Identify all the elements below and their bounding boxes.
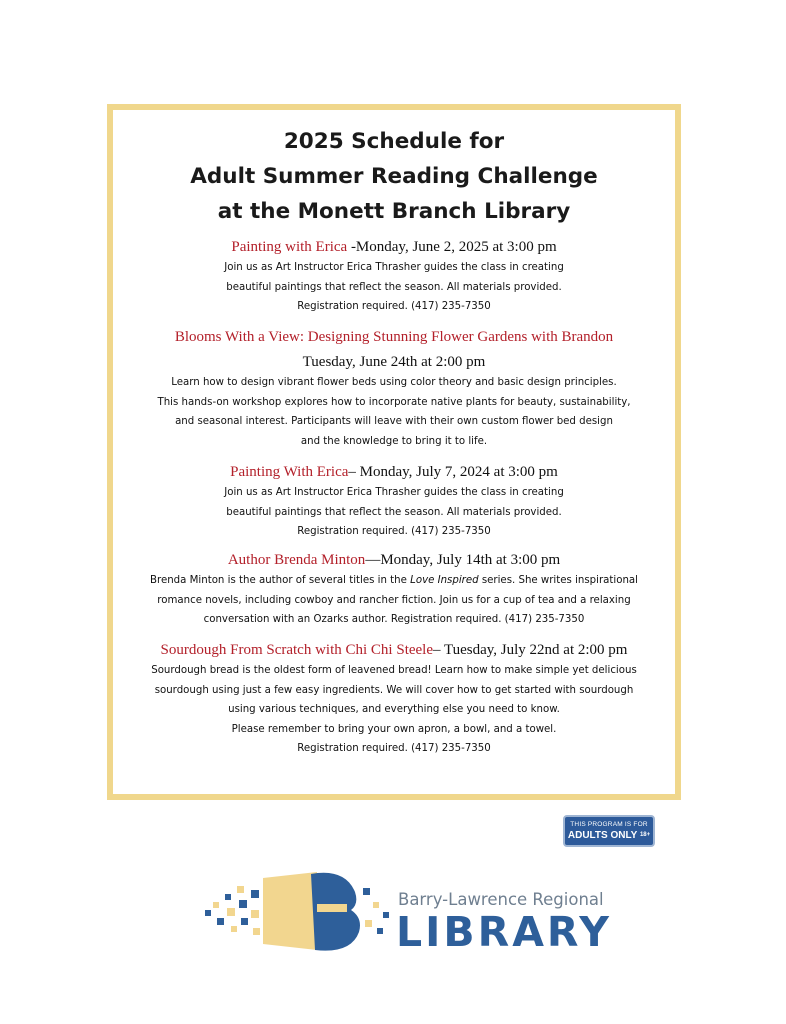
description-line: Registration required. (417) 235-7350	[297, 743, 491, 754]
description-line: Registration required. (417) 235-7350	[297, 526, 491, 537]
event-heading	[113, 236, 675, 258]
event-sourdough-from-scratch	[113, 639, 675, 759]
title-line-3: at the Monett Branch Library	[217, 199, 571, 224]
logo-pixel	[377, 928, 383, 934]
logo-pixel	[253, 928, 260, 935]
event-heading	[113, 639, 675, 661]
badge-line-1: THIS PROGRAM IS FOR	[570, 821, 648, 828]
event-description	[113, 258, 675, 317]
description-line: beautiful paintings that reflect the season. All materials provided.	[226, 281, 562, 293]
logo-wordmark: LIBRARY	[396, 908, 612, 956]
event-title: Painting with Erica	[231, 239, 348, 255]
event-title: Sourdough From Scratch with Chi Chi Steele	[160, 642, 433, 658]
logo-pixel	[205, 910, 211, 916]
schedule-frame	[107, 104, 681, 800]
description-line: and the knowledge to bring it to life.	[300, 435, 488, 447]
event-author-brenda-minton	[113, 549, 675, 630]
logo-book-stripe	[317, 904, 347, 912]
event-description	[113, 373, 675, 451]
logo-pixel	[217, 918, 224, 925]
event-description	[113, 661, 675, 759]
logo-pixel	[251, 910, 259, 918]
event-title: Painting With Erica	[230, 464, 349, 480]
event-date: —Monday, July 14th at 3:00 pm	[365, 552, 561, 568]
adults-only-badge	[563, 815, 655, 847]
event-painting-june	[113, 236, 675, 317]
event-painting-july	[113, 461, 675, 542]
logo-pixel	[231, 926, 237, 932]
event-title: Blooms With a View: Designing Stunning Flower Gardens with Brandon	[174, 329, 614, 345]
logo-pixel	[237, 886, 244, 893]
description-line: Sourdough bread is the oldest form of leavened bread! Learn how to make simple yet delicious	[151, 665, 637, 676]
description-line: Join us as Art Instructor Erica Thrasher guides the class in creating	[224, 262, 564, 273]
logo-pixel	[373, 902, 379, 908]
event-heading	[113, 326, 675, 348]
badge-age: 18+	[639, 832, 651, 838]
event-heading	[113, 549, 675, 571]
event-description	[113, 483, 675, 542]
logo-pixel	[383, 912, 389, 918]
description-line: Brenda Minton is the author of several titles in the Love Inspired series. She writes inspirational	[150, 575, 638, 586]
logo-pixel	[365, 920, 372, 927]
event-date: Tuesday, June 24th at 2:00 pm	[302, 354, 486, 370]
event-date: -Monday, June 2, 2025 at 3:00 pm	[347, 239, 557, 255]
event-title: Author Brenda Minton	[227, 552, 366, 568]
description-line: Please remember to bring your own apron, a bowl, and a towel.	[231, 723, 557, 735]
logo-subtitle: Barry-Lawrence Regional	[398, 890, 604, 909]
description-line: using various techniques, and everything else you need to know.	[228, 704, 560, 715]
event-description	[113, 571, 675, 630]
logo-pixel	[241, 918, 248, 925]
title-line-2: Adult Summer Reading Challenge	[190, 164, 598, 189]
badge-line-2: ADULTS ONLY $^{18+}$	[567, 830, 651, 841]
logo-pixel	[227, 908, 235, 916]
page-title	[113, 124, 675, 229]
library-logo-icon	[205, 866, 391, 956]
description-line: romance novels, including cowboy and rancher fiction. Join us for a cup of tea and a relaxing	[157, 594, 631, 606]
logo-pixel	[225, 894, 231, 900]
event-blooms-with-a-view	[113, 326, 675, 451]
description-line: beautiful paintings that reflect the season. All materials provided.	[226, 506, 562, 518]
title-line-1: 2025 Schedule for	[283, 129, 505, 154]
logo-pixel	[213, 902, 219, 908]
description-line: and seasonal interest. Participants will leave with their own custom flower bed design	[175, 416, 613, 427]
description-line: Registration required. (417) 235-7350	[297, 301, 491, 312]
description-line: sourdough using just a few easy ingredients. We will cover how to get started with sourdough	[154, 684, 634, 696]
description-line: conversation with an Ozarks author. Registration required. (417) 235-7350	[203, 614, 585, 625]
logo-pixel	[251, 890, 259, 898]
description-line: Learn how to design vibrant flower beds using color theory and basic design principles.	[171, 377, 617, 388]
event-heading	[113, 461, 675, 483]
logo-pixel	[239, 900, 247, 908]
description-line: This hands-on workshop explores how to incorporate native plants for beauty, sustainability,	[157, 396, 631, 408]
description-line: Join us as Art Instructor Erica Thrasher guides the class in creating	[224, 487, 564, 498]
event-date: – Tuesday, July 22nd at 2:00 pm	[433, 642, 628, 658]
event-date: – Monday, July 7, 2024 at 3:00 pm	[348, 464, 558, 480]
logo-book-gold	[263, 872, 317, 950]
logo-pixel	[363, 888, 370, 895]
